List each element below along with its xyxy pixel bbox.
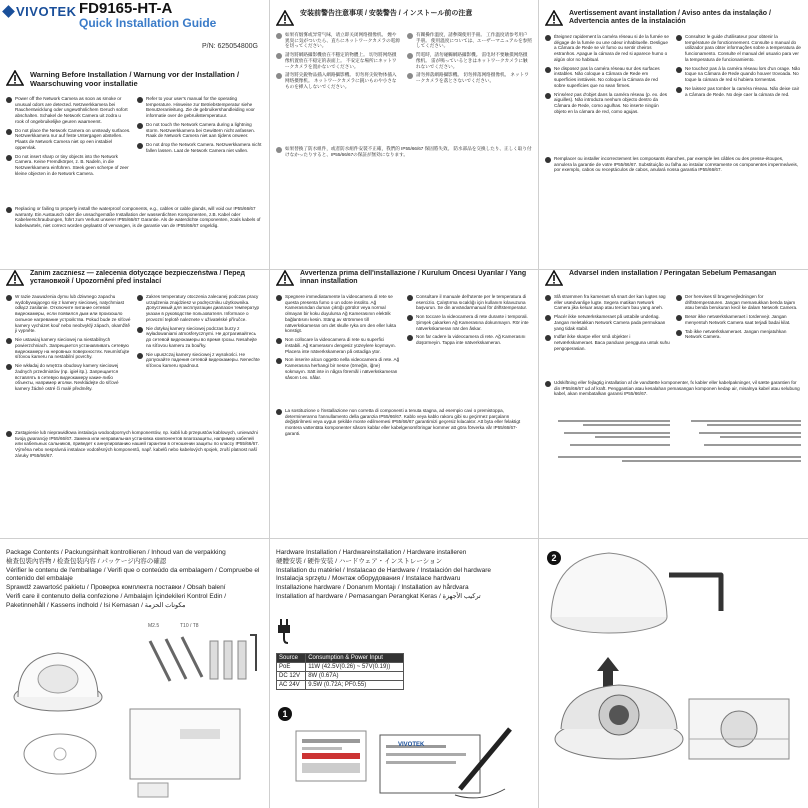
- warning-item: Der henvises til brugervejledningen for driftstemperaturen. Jangan memasukkan benda tajam atau benda berukuran kecil ke dalam Network Camera.: [676, 294, 801, 311]
- warranty-note: Replacing or failing to properly install the waterproof components, e.g., cables or cable glands, will void our IP55/66/67 warranty. Ein Austausch oder die unsachgemäße Installation der wasserdichten Komponenten, z.B. Kabel oder Kabelverschraubungen, führt zum Verlust unserer IP55/66/67 Garantie. Als de waterdichte componenten, zoals kabels of kabelwartels, niet correct worden geplaatst of vervangen, is de garantie van de IP55/66/67 ongeldig.: [6, 206, 262, 232]
- package-title-line: Vérifier le contenu de l'emballage / Verifi que o conteúdo da embalagem / Compruebe el contenido del embalaje: [6, 566, 260, 583]
- tool-size-label: M2.5: [148, 623, 160, 629]
- warning-bullet-icon: [545, 93, 551, 99]
- panel-warning-da-id-ar: [539, 270, 807, 539]
- warning-item: Berør ikke netværkskameraet i tordenvejr. Jangan menyentuh Network Camera saat terjadi badai kilat.: [676, 314, 801, 325]
- warning-bullet-icon: [137, 327, 143, 333]
- warranty-note: Remplacer ou installer incorrectement les composants étanches, par exemple les câbles ou des presse-étoupes, annulera la garantie de votre IP55/66/67. Substituição ou falha ao instalar corretamente os componentes impermeáveis, por exemplo, cabos ou receptáculos de cabos, anulará nossa garantia IP55/66/67.: [545, 156, 801, 176]
- warning-heading-text: Warning Before Installation / Warnung vor der Installation / Waarschuwing voor installatie: [30, 70, 240, 88]
- warning-item: Non toccare la videocamera di rete durante i temporali. Şimşek çakarken Ağ Kamerasına dokunmayın. Rör inte nätverkskameran när den åskar.: [407, 314, 532, 331]
- warning-columns: [276, 32, 532, 93]
- hardware-titles: [276, 549, 532, 602]
- warning-bullet-icon: [6, 338, 12, 344]
- camera-dome-icon: [8, 639, 108, 719]
- camera-disassembly-icon: [539, 539, 807, 808]
- warning-bullet-icon: [6, 207, 12, 213]
- hardware-title-line: Hardware Installation / Hardwareinstallation / Hardware installeren: [276, 549, 467, 556]
- warning-bullet-icon: [6, 295, 12, 301]
- package-title-line: Sprawdź zawartość pakietu / Проверка комплекта поставки / Obsah balení: [6, 584, 226, 592]
- table-header-cell: Source: [277, 654, 306, 663]
- warning-item: Consultez le guide d'utilisateur pour obtenir la température de fonctionnement. Consulte o manual do utilizador para obter informações sobre a temperatura de funcionamento. Consulte el manual del usuario para ver la temperatura de funcionamiento.: [676, 34, 801, 63]
- guide-title: Quick Installation Guide: [79, 16, 217, 30]
- warranty-note: Zastąpienie lub nieprawidłowa instalacja wodoodpornych komponentów, np. kabli lub przepustów kablowych, unieważni twoją gwarancję IP55/66/67. Замена или неправильная установка компонентов влагозащиты, например кабелей или кабельных сальников, приведет к аннулированию нашей гарантии в отношении защиты по классу IP55/66/67. Výměna nebo nesprávná instalace vodotěsných komponentů, např. kabelů nebo kabelových spojek, zruší platnost naší záruky IP55/66/67.: [6, 430, 262, 462]
- warning-bullet-icon: [407, 33, 413, 39]
- warning-item: Éteignez rapidement la caméra réseau si de la fumée se dégage de la fumée ou une odeur inhabituelle. Desligue a Câmara de Rede se vir fumo ou sentir cheiros estranhos. Apague la cámara de red si aparece humo o algún olor no habitual.: [545, 34, 670, 63]
- warning-item: Do not drop the Network Camera. Netzwerkkamera nicht fallen lassen. Laat de Network Camera niet vallen.: [137, 142, 262, 153]
- warning-item: Ne laissez pas tomber la caméra réseau. Não deixe cair a Câmara de Rede. No deje caer la cámara de red.: [676, 86, 801, 97]
- warning-bullet-icon: [676, 315, 682, 321]
- warning-bullet-icon: [137, 97, 143, 103]
- warning-columns: [276, 294, 532, 383]
- warning-bullet-icon: [545, 67, 551, 73]
- warning-item: Power off the Network Camera as soon as smoke or unusual odors are detected. Netzwerkkamera bei Rauchentwicklung oder ungewöhnlichem Geruch sofort abschalten. Schakel de Network Camera uit zodra u rook of ongebruikelijke geuren waarneemt.: [6, 96, 131, 125]
- warning-bullet-icon: [545, 157, 551, 163]
- warning-item: 請勿摔落網路攝影機。 切勿摔落网络摄像机。 ネットワークカメラを落とさないでください。: [407, 72, 532, 83]
- warning-bullet-icon: [407, 53, 413, 59]
- package-title-line: 檢查包裝內容物 / 检查包装内容 / パッケージ内容の確認: [6, 557, 167, 565]
- warning-triangle-icon: [276, 270, 294, 286]
- panel-warning-pl-ru-cs: [0, 270, 268, 539]
- warning-item: Indfør ikke skarpe eller små objekter i netværkskameraet. Baca panduan pengguna untuk suhu pengoperasian.: [545, 334, 670, 351]
- warning-bullet-icon: [545, 315, 551, 321]
- hardware-title-line: 硬體安裝 / 硬件安装 / ハードウェア・インストレーション: [276, 557, 443, 565]
- warning-bullet-icon: [407, 73, 413, 79]
- power-plug-icon: [276, 619, 292, 647]
- warning-item: Do not touch the Network Camera during a lightning storm. Netzwerkkamera bei Gewittern nicht anfassen. Raak de Network Camera niet aan tijdens onweer.: [137, 122, 262, 139]
- warning-triangle-icon: [545, 270, 563, 286]
- table-row: DC 12V 8W (0.67A): [277, 672, 404, 681]
- tool-size-label: T10 / T8: [180, 623, 199, 629]
- warning-item: 請勿將尖銳物品插入網路攝影機。 切勿将尖锐物体插入网络摄像机。 ネットワークカメラに鋭いものや小さなものを挿入しないでください。: [276, 72, 401, 89]
- mac-label-illustration: [290, 725, 530, 805]
- warning-bullet-icon: [676, 87, 682, 93]
- panel-warning-it-tr-sv: [270, 270, 538, 539]
- panel-warning-fr-pt-es: [539, 0, 807, 269]
- panel-hardware-installation: [270, 539, 538, 808]
- step-number-badge: 1: [278, 707, 292, 721]
- warning-bullet-icon: [545, 295, 551, 301]
- warning-bullet-icon: [276, 338, 282, 344]
- warning-columns: [545, 34, 801, 118]
- warning-item: 請勿將網路攝影機放在不穩定的物體上。 切勿將网络摄像机置放在不稳定的表面上。 不安定な場所にネットワークカメラを置かないでください。: [276, 52, 401, 69]
- table-row: AC 24V 9.5W (0.72A; PF0.55): [277, 681, 404, 690]
- warning-bullet-icon: [276, 73, 282, 79]
- label-brand: VIVOTEK: [398, 742, 425, 748]
- screws-and-anchors-icon: [140, 631, 260, 691]
- panel-warning-en-de-nl: [0, 0, 268, 269]
- warning-bullet-icon: [6, 97, 12, 103]
- warning-item: N'insérez pas d'objet dans la caméra réseau (p. ex. des aiguilles). Não introduza nenhum objecto dentro da Câmara de Rede, como agulhas. No inserte ningún objeto en la cámara de red, como agujas.: [545, 92, 670, 115]
- warning-bullet-icon: [407, 335, 413, 341]
- hardware-title-line: Instalacja sprzętu / Монтаж оборудования / Instalace hardwaru: [276, 575, 461, 583]
- warning-bullet-icon: [276, 33, 282, 39]
- warning-heading: [545, 270, 801, 286]
- quick-guide-booklet-icon: [120, 699, 260, 799]
- table-header-cell: Consumption & Power Input: [306, 654, 404, 663]
- warning-bullet-icon: [407, 295, 413, 301]
- panel-package-contents: [0, 539, 268, 808]
- brand-logo: [4, 4, 77, 19]
- warning-heading-text: 安装前警告注意事项 / 安裝警告 / インストール前の注意: [300, 10, 473, 17]
- warning-item: Ne touchez pas à la caméra réseau lors d'un orage. Não toque na Câmara de Rede quando houver trovoada. No toque la cámara de red si hubiera tormentas.: [676, 66, 801, 83]
- warning-heading-text: Zanim zaczniesz — zalecenia dotyczące bezpieczeństwa / Перед установкой / Upozornění před instalací: [30, 270, 245, 286]
- warranty-note: Udskiftning eller fejlagtig installation af de vandtætte komponenter, fx kabler eller kabelpakninger, vil sætte garantien for din IP55/66/67 ud af kraft. Penggantian atau kesalahan pemasangan komponen kedap air, misalnya kabel atau selubung kabel, akan membatalkan garansi IP55/66/67.: [545, 380, 801, 400]
- power-spec-table: [276, 653, 404, 690]
- warning-bullet-icon: [545, 335, 551, 341]
- warning-bullet-icon: [276, 358, 282, 364]
- warning-item: Nie upuszczaj kamery sieciowej z wysokości. Не допускайте падения сетевой видеокамеры. Nenechte síťovou kameru spadnout.: [137, 352, 262, 369]
- warning-bullet-icon: [137, 295, 143, 301]
- table-row: PoE 11W (42.5V(0.26) ~ 57V(0.19)): [277, 663, 404, 672]
- warning-triangle-icon: [545, 10, 563, 26]
- warning-item: 閃電時，請勿碰觸網路攝影機。 雷电时不要触摸网络摄像机。 雷が鳴っているときはネットワークカメラに触れないでください。: [407, 52, 532, 69]
- panel-warning-zh-ja: [270, 0, 538, 269]
- warning-item: 如果有烟雾或异常气味，请立即关闭网络摄像机。 煙や異臭に気がついたら、直ちにネットワークカメラの電源を切ってください。: [276, 32, 401, 49]
- warning-bullet-icon: [6, 431, 12, 437]
- warning-heading-text: Avertissement avant installation / Aviso antes da instalação / Advertencia antes de la instalación: [569, 10, 771, 26]
- warning-bullet-icon: [276, 147, 282, 153]
- warning-bullet-icon: [137, 123, 143, 129]
- warning-triangle-icon: [276, 10, 294, 26]
- warning-columns: [545, 294, 801, 355]
- warning-item: W razie zauważenia dymu lub dziwnego zapachu wydobywającego się z kamery sieciowej, natychmiast odłącz zasilanie. Отключите питание сетевой видеокамеры, если появился дым или произошло сильное нагревание устройства. Pokud bude ze síťové kamery vycházet kouř nebo neobvyklý zápach, okamžitě ji vypněte.: [6, 294, 131, 334]
- warning-item: Slå strømmen fra kameraet så snart der kan lugtes røg eller usædvanlige lugte. Segera matikan Network Camera jika keluar asap atau tercium bau yang aneh.: [545, 294, 670, 311]
- warning-heading-text: Avvertenza prima dell'installazione / Kurulum Öncesi Uyarılar / Yang innan installation: [300, 270, 527, 286]
- warning-bullet-icon: [6, 364, 12, 370]
- warning-bullet-icon: [137, 143, 143, 149]
- warning-triangle-icon: [6, 70, 24, 86]
- warning-heading: [276, 270, 532, 287]
- warning-bullet-icon: [407, 315, 413, 321]
- panel-dome-removal: [539, 539, 807, 808]
- step-number-badge: 2: [547, 551, 561, 565]
- warning-item: Nie wkładaj do wnętrza obudowy kamery sieciowej żadnych przedmiotów (np. igieł itp.). Запрещается вставлять в сетевую видеокамеру какие-либо объекты, например иголки. Nevkládejte do síťové kamery žádné ostré či malé předměty.: [6, 363, 131, 392]
- warning-bullet-icon: [545, 35, 551, 41]
- warning-bullet-icon: [276, 295, 282, 301]
- warning-item: Nie ustawiaj kamery sieciowej na niestabilnych powierzchniach. Запрещается устанавливать сетевую видеокамеру на неровных поверхностях. Neumísťujte síťovou kameru na nestabilní povrchy.: [6, 337, 131, 360]
- hardware-title-line: Installation af hardware / Pemasangan Perangkat Keras / تركيب الأجهزة: [276, 592, 481, 600]
- warning-item: Consultare il manuale dell'utente per le temperatura di esercizio. Çalıştırma sıcaklığı için kullanım kılavuzuna başvurun. Se din användarmanual för driftstemperatur.: [407, 294, 532, 311]
- warning-columns: [6, 96, 262, 180]
- warning-item: Do not place the Network Camera on unsteady surfaces. Netzwerkkamera nur auf feste Untergagen abstellen. Plaats de Network Camera niet op een instabiel oppervlak.: [6, 128, 131, 151]
- package-title-line: Package Contents / Packungsinhalt kontrollieren / Inhoud van de verpakking: [6, 549, 226, 556]
- hardware-title-line: Installazione hardware / Donanım Montajı / Installation av hårdvara: [276, 584, 469, 592]
- warning-bullet-icon: [6, 155, 12, 161]
- package-title-line: Verifi care il contenuto della confezione / Ambalajın İçindekileri Kontrol Edin / Paketinnehåll / Kassens indhold / Isi Kemasan / مكونات الحزمة: [6, 592, 227, 609]
- warning-item: Refer to your user's manual for the operating temperature. Hinweise zur Betriebstemperatur siehe Benutzeranleitung. Zie de gebruikershandleiding voor informatie over de gebruikstemperatuur.: [137, 96, 262, 119]
- warning-item: Placér ikke netværkskameraet på ustabile underlag. Jangan meletakkan Network Camera pada permukaan yang tidak stabil.: [545, 314, 670, 331]
- warning-item: Non inserire alcun oggetto nella videocamera di rete. Ağ Kamerasına herhangi bir nesne (örneğin, iğne) sokmayın. Sätt inte in några föremål i nätverkskameran såsom t.ex. nålar.: [276, 357, 401, 380]
- warning-heading: [545, 10, 801, 27]
- warranty-note: 如果替換了防水組件，或者防水組件安裝不正確，我們的 IP55/66/67 保固將失效。 防水部品を交換したり、正しく取り付けなかったりすると、IP55/66/67の保証が無効になります。: [276, 146, 532, 160]
- logo-mark-icon: [2, 5, 15, 18]
- warning-bullet-icon: [545, 381, 551, 387]
- warning-bullet-icon: [676, 295, 682, 301]
- warranty-note: La sostituzione o l'installazione non corretta di componenti a tenuta stagna, ad esempio cavi o premistoppa, determineranno l'annullamento della garanzia IP55/66/67. Kablo veya kablo rakoru gibi su geçirmez parçaların değiştirilmesi veya uygun şekilde monte edilmemesi IP55/66/67 garantimizi geçersiz kılacaktır. Att byta eller felaktigt montera vattentäta komponenter såsom kablar eller kabelgenomföringar kommer att göra förverka vår IP55/66/67-garanti.: [276, 408, 532, 440]
- hardware-title-line: Installation du matériel / Instalacao de Hardware / Instalación del hardware: [276, 566, 491, 574]
- warning-bullet-icon: [137, 353, 143, 359]
- warning-item: Tab ikke netværkskameraet. Jangan menjatuhkan Network Camera.: [676, 329, 801, 340]
- warning-item: Non far cadere la videocamera di rete. Ağ Kamerasını düşürmeyin. Tappa inte nätverkskameran.: [407, 334, 532, 345]
- warning-bullet-icon: [676, 67, 682, 73]
- warning-heading: [6, 70, 262, 88]
- alignment-sticker-icon: [20, 729, 100, 779]
- warning-item: Spegnere immediatamente la videocamera di rete se questa presenta fumo o un odore insolito. Ağ Kamerasından duman çıktığı görülür veya normal olmayan bir koku duyulursa Ağ Kamerasının elektrik bağlantısını kesin. Stäng av strömmen till nätverkskameran om det skulle ryka om den eller lukta konstigt.: [276, 294, 401, 334]
- warning-item: 有關操作溫度，請參閱使用手冊。 工作温度请参考用户手册。 使用温度については、ユーザーマニュアルを参照してください。: [407, 32, 532, 49]
- package-titles: [6, 549, 262, 610]
- arabic-warning-block: [545, 418, 801, 464]
- part-number: P/N: 625054800G: [201, 43, 258, 50]
- brand-name: VIVOTEK: [16, 4, 77, 19]
- warning-item: Zakres temperatury otoczenia zalecanej podczas pracy urządzenia znajdziesz w podręczniku użytkownika. Допустимый для эксплуатации диапазон температур указан в руководстве пользователя. Informace o provozní teplotě naleznete v uživatelské příručce.: [137, 294, 262, 323]
- warning-item: Non collocare la videocamera di rete su superfici instabili. Ağ Kamerasını dengesiz yüzeylere koymayın. Placera inte nätverkskameran på ostadiga ytor.: [276, 337, 401, 354]
- warning-heading-text: Advarsel inden installation / Peringatan Sebelum Pemasangan: [569, 270, 777, 277]
- warning-triangle-icon: [6, 270, 24, 286]
- warning-heading: [6, 270, 262, 287]
- warning-bullet-icon: [276, 53, 282, 59]
- model-number: FD9165-HT-A: [79, 0, 173, 17]
- warning-item: Do not insert sharp or tiny objects into the Network Camera. Keine Fremdkörper, z. B. Nadeln, in die Netzwerkkamera einführen. Steek geen scherpe of zeer kleine objecten in de Network Camera.: [6, 154, 131, 177]
- warning-bullet-icon: [676, 35, 682, 41]
- warning-item: Ne disposez pas la caméra réseau sur des surfaces instables. Não coloque a Câmara de Rede em superfícies instáveis. No coloque la Cámara de red sobre superficies que no sean firmes.: [545, 66, 670, 89]
- warning-bullet-icon: [6, 129, 12, 135]
- warning-heading: [276, 10, 532, 26]
- warning-columns: [6, 294, 262, 395]
- warning-item: Nie dotykaj kamery sieciowej podczas burzy z wyładowaniami atmosferycznymi. Не дотрагивайтесь до сетевой видеокамеры во время грозы. Nesahejte na síťovou kameru za bouřky.: [137, 326, 262, 349]
- warning-bullet-icon: [676, 330, 682, 336]
- warning-bullet-icon: [276, 409, 282, 415]
